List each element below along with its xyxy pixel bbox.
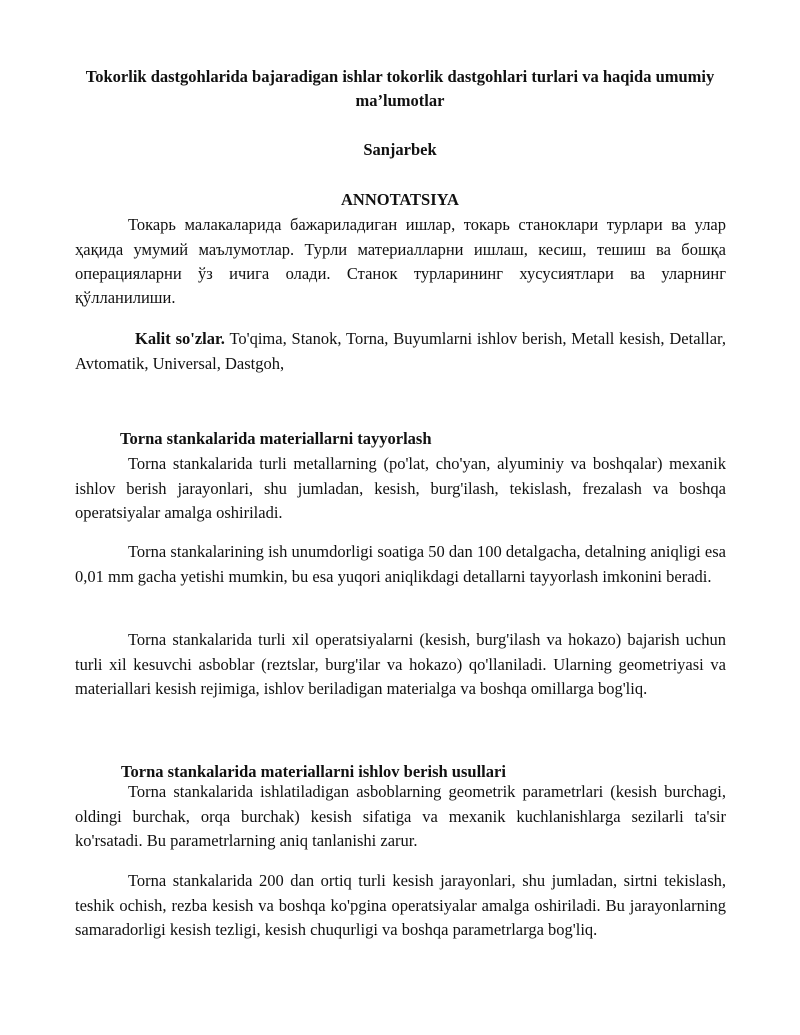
keywords-text: To'qima, Stanok, Torna, Buyumlarni ishlov berish, Metall kesish, Detallar, Avtomatik, Universal, Dastgoh, xyxy=(75,329,726,373)
annotation-text-end: қўлланилиши. xyxy=(75,288,176,307)
section2-heading: Torna stankalarida materiallarni ishlov berish usullari xyxy=(121,762,506,781)
section1-heading: Torna stankalarida materiallarni tayyorlash xyxy=(120,429,432,448)
keywords-paragraph xyxy=(75,327,726,376)
section2-paragraph-1: Torna stankalarida ishlatiladigan asboblarning geometrik parametrlari (kesish burchagi, oldingi burchak, orqa burchak) kesish sifatiga va mexanik kuchlanishlarga sezilarli ta'sir ko'rsatadi. Bu parametrlarning aniq tanlanishi zarur. xyxy=(75,782,726,850)
document-title: Tokorlik dastgohlarida bajaradigan ishlar tokorlik dastgohlari turlari va haqida umumiy ma’lumotlar xyxy=(85,67,715,110)
author-name: Sanjarbek xyxy=(363,140,437,159)
section2-paragraph-2: Torna stankalarida 200 dan ortiq turli kesish jarayonlari, shu jumladan, sirtni tekislash, teshik ochish, rezba kesish va boshqa ko'pgina operatsiyalar amalga oshiriladi. Bu jarayonlarning samaradorligi kesish tezligi, kesish chuqurligi va boshqa parametrlarga bog'liq. xyxy=(75,871,726,939)
section1-paragraph-2: Torna stankalarining ish unumdorligi soatiga 50 dan 100 detalgacha, detalning aniqligi esa 0,01 mm gacha yetishi mumkin, bu esa yuqori aniqlikdagi detallarni tayyorlash imkonini beradi. xyxy=(75,542,726,586)
section1-paragraph-1: Torna stankalarida turli metallarning (po'lat, cho'yan, alyuminiy va boshqalar) mexanik ishlov berish jarayonlari, shu jumladan, kesish, burg'ilash, tekislash, frezalash va boshqa operatsiyalar amalga oshiriladi. xyxy=(75,454,726,522)
annotation-heading: ANNOTATSIYA xyxy=(341,190,459,209)
annotation-text: Токарь малакаларида бажариладиган ишлар, токарь станоклари турлари ва улар ҳақида умумий маълумотлар. Турли материалларни ишлаш, кесиш, тешиш ва бошқа операцияларни ўз ичига олади. Станок турларининг хусусиятлари ва уларнинг xyxy=(75,215,726,283)
section1-paragraph-3: Torna stankalarida turli xil operatsiyalarni (kesish, burg'ilash va hokazo) bajarish uchun turli xil kesuvchi asboblar (reztslar, burg'ilar va hokazo) qo'llaniladi. Ularning geometriyasi va materiallari kesish rejimiga, ishlov beriladigan materialga va boshqa omillarga bog'liq. xyxy=(75,630,726,698)
keywords-label: Kalit so'zlar. xyxy=(135,329,225,348)
